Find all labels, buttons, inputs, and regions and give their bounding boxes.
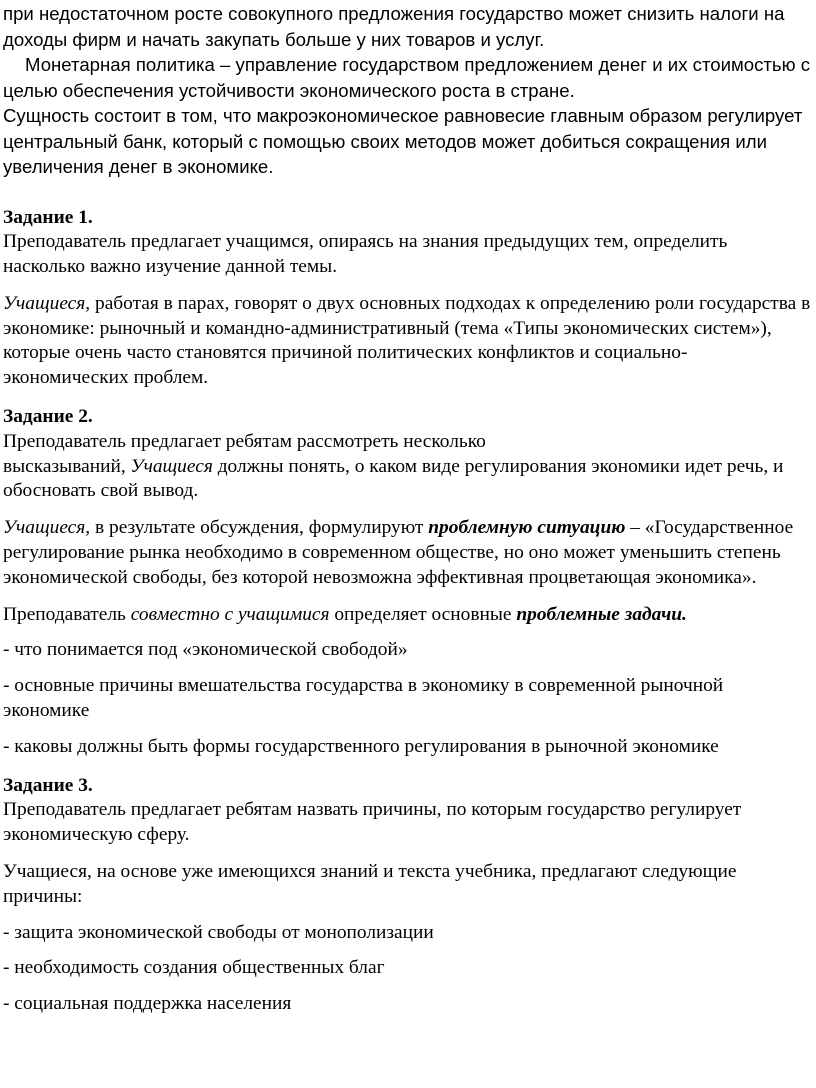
task1-students-word: Учащиеся: [3, 292, 86, 314]
task3-heading: Задание 3.: [3, 774, 93, 796]
task2-result-text-a: , в результате обсуждения, формулируют: [85, 517, 429, 539]
task2-problem-situation: проблемную ситуацию: [428, 517, 626, 539]
task2-result-text-b: – «Государственное регулирование рынка необходимо в современном обществе, но оно может уменьшить степень экономической свободы, без которой невозможна эффективная процветающая экономика».: [3, 517, 794, 588]
task2-teacher-students: Учащиеся: [130, 455, 213, 477]
task2-teacher-paragraph: [3, 455, 813, 505]
intro-section: [3, 1, 813, 180]
task2-define-text-a: Преподаватель: [3, 603, 131, 625]
task1-students-paragraph: [3, 292, 813, 391]
task2-teacher-line: Преподаватель предлагает ребятам рассмотреть несколько: [3, 430, 486, 452]
task2-result-students: Учащиеся: [3, 517, 86, 539]
list-item: - что понимается под «экономической свободой»: [3, 639, 408, 661]
task3-section: [3, 774, 813, 1017]
task1-teacher-paragraph: Преподаватель предлагает учащимся, опираясь на знания предыдущих тем, определить насколько важно изучение данной темы.: [3, 231, 728, 278]
intro-paragraph-monetary: Монетарная политика – управление государством предложением денег и их стоимостью с целью обеспечения устойчивости экономического роста в стране.: [3, 54, 811, 101]
intro-paragraph-tax: при недостаточном росте совокупного предложения государство может снизить налоги на доходы фирм и начать закупать больше у них товаров и услуг.: [3, 3, 785, 50]
task2-section: [3, 405, 813, 760]
task1-heading: Задание 1.: [3, 206, 93, 228]
task2-define-text-b: определяет основные: [329, 603, 517, 625]
document-page: [0, 1, 816, 1088]
list-item: - основные причины вмешательства государства в экономику в современной рыночной экономике: [3, 675, 724, 722]
task2-teacher-text-a: высказываний,: [3, 455, 131, 477]
task3-students-paragraph: Учащиеся, на основе уже имеющихся знаний и текста учебника, предлагают следующие причины:: [3, 861, 737, 907]
list-item: - необходимость создания общественных благ: [3, 957, 385, 979]
task2-problem-tasks: проблемные задачи.: [516, 603, 687, 625]
list-item: - каковы должны быть формы государственного регулирования в рыночной экономике: [3, 735, 719, 757]
list-item: - защита экономической свободы от монополизации: [3, 921, 434, 943]
task3-teacher-paragraph: Преподаватель предлагает ребятам назвать причины, по которым государство регулирует экономическую сферу.: [3, 799, 742, 846]
task2-result-paragraph: [3, 516, 813, 590]
task1-students-text: , работая в парах, говорят о двух основных подходах к определению роли государства в экономике: рыночный и командно-административный (тема «Типы экономических систем»), которые очень часто становятся причиной политических конфликтов и социально-экономических проблем.: [3, 292, 811, 389]
intro-paragraph-essence: Сущность состоит в том, что макроэкономическое равновесие главным образом регулирует центральный банк, который с помощью своих методов может добиться сокращения или увеличения денег в экономике.: [3, 105, 803, 177]
list-item: - социальная поддержка населения: [3, 993, 292, 1015]
task2-define-paragraph: [3, 603, 813, 628]
task2-teacher-text-c: должны понять, о каком виде регулирования экономики идет речь, и обосновать свой вывод.: [3, 455, 784, 502]
task2-heading: Задание 2.: [3, 406, 93, 428]
task2-define-together: совместно с учащимися: [130, 603, 330, 625]
task1-section: [3, 206, 813, 392]
